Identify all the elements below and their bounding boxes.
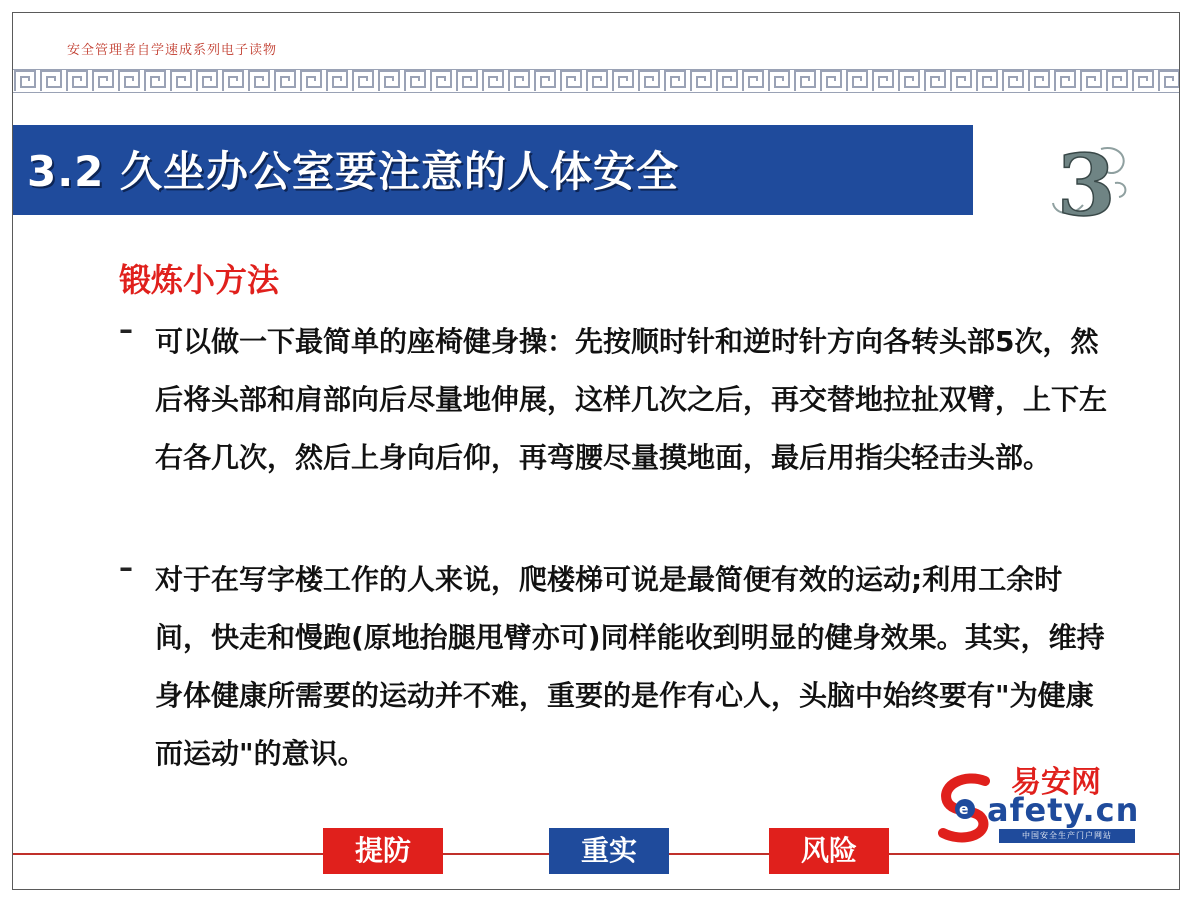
safety-cn-logo bbox=[935, 755, 1155, 847]
logo-cn-text: 易安网 bbox=[1011, 765, 1101, 800]
bullet-text: 可以做一下最简单的座椅健身操：先按顺时针和逆时针方向各转头部5次，然后将头部和肩部向后尽量地伸展，这样几次之后，再交替地拉扯双臂，上下左右各几次，然后上身向后仰，再弯腰尽量摸地面，最后用指尖轻击头部。 bbox=[155, 325, 1108, 474]
logo-tagline: 中国安全生产门户网站 bbox=[999, 829, 1135, 843]
svg-text:3: 3 bbox=[1057, 136, 1116, 225]
title-bar bbox=[13, 125, 973, 215]
svg-text:e: e bbox=[959, 802, 969, 818]
bullet-text: 对于在写字楼工作的人来说，爬楼梯可说是最简便有效的运动;利用工余时间，快走和慢跑(原地抬腿甩臂亦可)同样能收到明显的健身效果。其实，维持身体健康所需要的运动并不难，重要的是作有心人，头脑中始终要有"为健康而运动"的意识。 bbox=[155, 563, 1105, 770]
logo-swirl-icon bbox=[935, 773, 995, 843]
footer-tab-tifang: 提防 bbox=[323, 828, 443, 874]
series-title: 安全管理者自学速成系列电子读物 bbox=[67, 43, 278, 58]
footer-tab-fengxian: 风险 bbox=[769, 828, 889, 874]
bullet-dash: – bbox=[119, 313, 133, 346]
chapter-number-ornament bbox=[1043, 135, 1133, 225]
greek-key-border bbox=[13, 69, 1179, 93]
bullet-item bbox=[119, 313, 1119, 487]
subheading: 锻炼小方法 bbox=[119, 261, 280, 299]
slide-title: 3.2 久坐办公室要注意的人体安全 bbox=[27, 147, 680, 196]
footer-tab-zhongshi: 重实 bbox=[549, 828, 669, 874]
bullet-dash: – bbox=[119, 551, 133, 584]
logo-en-text: afety.cn bbox=[987, 791, 1140, 829]
bullet-item bbox=[119, 551, 1119, 783]
slide bbox=[12, 12, 1180, 890]
